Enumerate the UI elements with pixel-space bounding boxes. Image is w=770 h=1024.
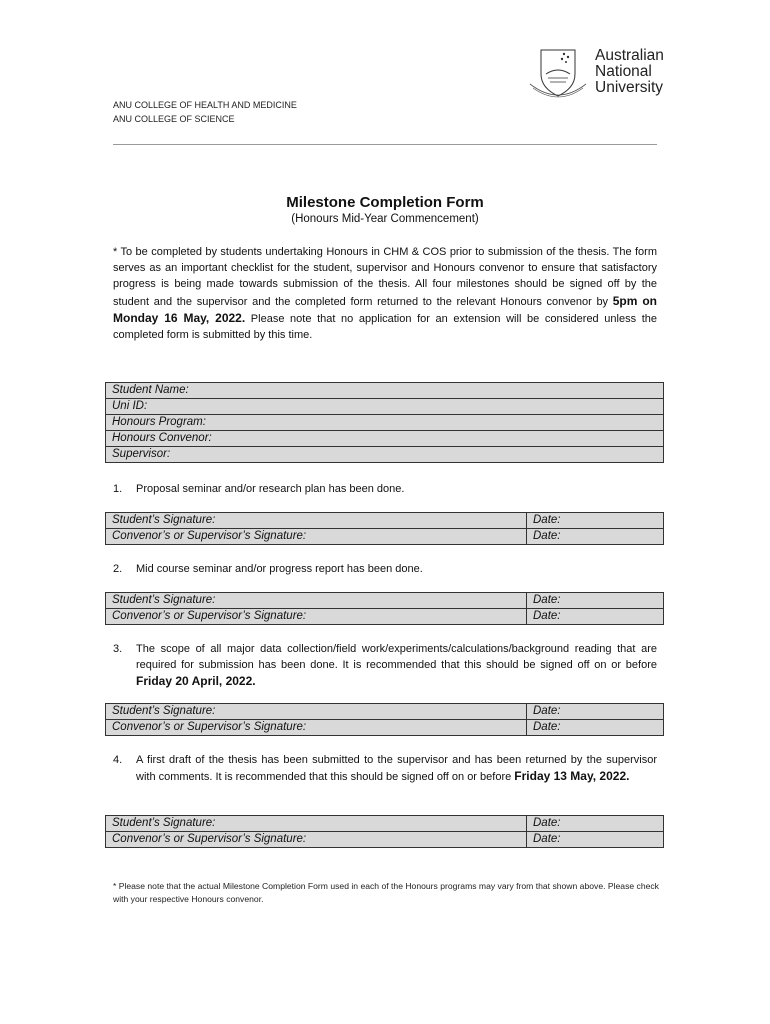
student-signature-field[interactable]: Student’s Signature: xyxy=(106,816,527,832)
milestone-1 xyxy=(113,481,657,497)
convenor-signature-field[interactable]: Convenor’s or Supervisor’s Signature: xyxy=(106,720,527,736)
supervisor-field[interactable]: Supervisor: xyxy=(106,447,664,463)
college-name-2: ANU COLLEGE OF SCIENCE xyxy=(113,114,235,124)
honours-convenor-field[interactable]: Honours Convenor: xyxy=(106,431,664,447)
convenor-signature-field[interactable]: Convenor’s or Supervisor’s Signature: xyxy=(106,529,527,545)
logo-line-3: University xyxy=(595,79,664,96)
intro-deadline: 5pm on Monday 16 May, 2022. xyxy=(113,293,657,325)
student-signature-field[interactable]: Student’s Signature: xyxy=(106,704,527,720)
milestone-number: 3. xyxy=(113,643,123,655)
student-signature-field[interactable]: Student’s Signature: xyxy=(106,513,527,529)
convenor-date-field[interactable]: Date: xyxy=(527,609,664,625)
milestone-deadline: Friday 13 May, 2022. xyxy=(514,769,630,784)
student-name-field[interactable]: Student Name: xyxy=(106,383,664,399)
milestone-4-signature-table xyxy=(105,815,664,848)
anu-wordmark xyxy=(595,48,664,96)
intro-paragraph xyxy=(113,244,657,343)
student-date-field[interactable]: Date: xyxy=(527,816,664,832)
college-name-1: ANU COLLEGE OF HEALTH AND MEDICINE xyxy=(113,100,297,110)
milestone-3-signature-table xyxy=(105,703,664,736)
anu-crest-icon xyxy=(527,44,589,102)
student-details-table xyxy=(105,382,664,463)
convenor-date-field[interactable]: Date: xyxy=(527,529,664,545)
milestone-3 xyxy=(113,641,657,691)
student-date-field[interactable]: Date: xyxy=(527,513,664,529)
convenor-signature-field[interactable]: Convenor’s or Supervisor’s Signature: xyxy=(106,832,527,848)
milestone-number: 1. xyxy=(113,483,123,495)
logo-line-1: Australian xyxy=(595,47,664,64)
logo-line-2: National xyxy=(595,63,652,80)
intro-text-1: * To be completed by students undertaking Honours in CHM & COS prior to submission of the thesis. The form serves as an important checklist for the student, supervisor and Honours convenor to ensure that satisfactory progress is being made towards submission of the thesis. All four milestones should be signed off by the student and the supervisor and the completed form returned to the relevant Honours convenor by xyxy=(113,246,657,308)
milestone-2 xyxy=(113,561,657,577)
footnote: * Please note that the actual Milestone Completion Form used in each of the Honours programs may vary from that shown above. Please check with your respective Honours convenor. xyxy=(113,881,659,904)
form-subtitle: (Honours Mid-Year Commencement) xyxy=(291,213,479,225)
honours-program-field[interactable]: Honours Program: xyxy=(106,415,664,431)
milestone-number: 4. xyxy=(113,754,123,766)
header-divider xyxy=(113,144,657,145)
convenor-date-field[interactable]: Date: xyxy=(527,832,664,848)
milestone-text: A first draft of the thesis has been submitted to the supervisor and has been returned by the supervisor with comments. It is recommended that this should be signed off on or before xyxy=(136,754,657,784)
intro-text-2: Please note that no application for an extension will be considered unless the completed form is submitted by this time. xyxy=(113,312,657,342)
milestone-2-signature-table xyxy=(105,592,664,625)
milestone-number: 2. xyxy=(113,563,123,575)
student-date-field[interactable]: Date: xyxy=(527,704,664,720)
milestone-text: Proposal seminar and/or research plan has been done. xyxy=(136,483,405,495)
convenor-signature-field[interactable]: Convenor’s or Supervisor’s Signature: xyxy=(106,609,527,625)
milestone-deadline: Friday 20 April, 2022. xyxy=(136,674,256,689)
convenor-date-field[interactable]: Date: xyxy=(527,720,664,736)
student-signature-field[interactable]: Student’s Signature: xyxy=(106,593,527,609)
anu-logo xyxy=(527,44,667,104)
student-date-field[interactable]: Date: xyxy=(527,593,664,609)
milestone-4 xyxy=(113,752,657,785)
uni-id-field[interactable]: Uni ID: xyxy=(106,399,664,415)
milestone-text: The scope of all major data collection/field work/experiments/calculations/background reading that are required for submission has been done. It is recommended that this should be signed off on or before xyxy=(136,643,657,672)
form-title: Milestone Completion Form xyxy=(286,194,484,211)
milestone-1-signature-table xyxy=(105,512,664,545)
milestone-text: Mid course seminar and/or progress report has been done. xyxy=(136,563,423,575)
